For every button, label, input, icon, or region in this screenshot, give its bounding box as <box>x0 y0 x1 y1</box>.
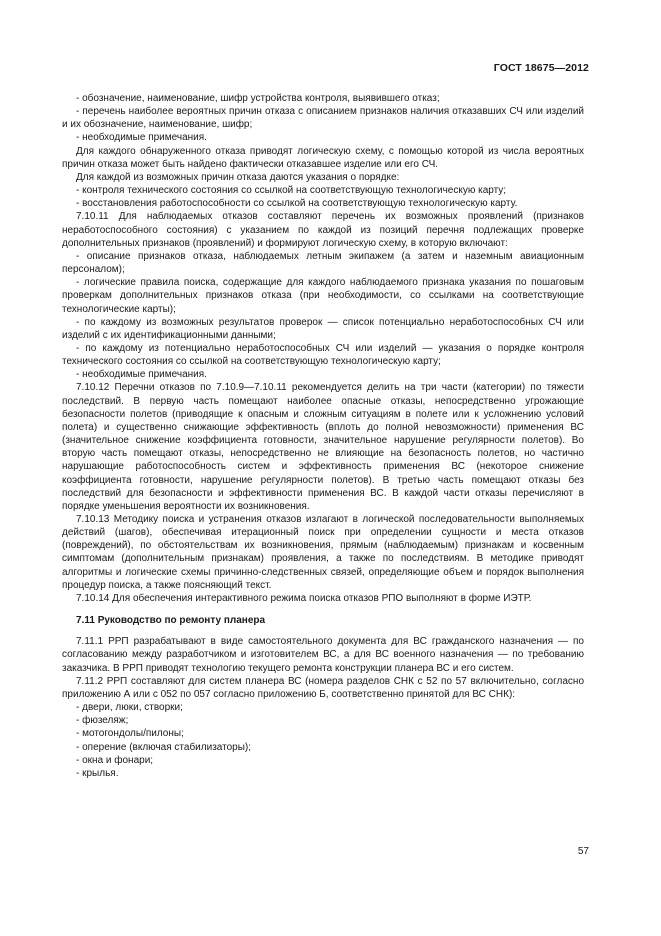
list-item: - окна и фонари; <box>76 754 154 766</box>
document-body <box>62 92 584 780</box>
section-heading: 7.11 Руководство по ремонту планера <box>76 615 266 627</box>
paragraph: - по каждому из потенциально неработоспособных СЧ или изделий — указания о порядке контроля технического состояния со ссылкой на соответствующую технологическую карту; <box>62 342 584 368</box>
paragraph: 7.10.11 Для наблюдаемых отказов составляют перечень их возможных проявлений (признаков неработоспособного состояния) с указанием по каждой из позиций перечня подлежащих проверке дополнительных признаков (проявлений) и формируют логическую схему, в которую включают: <box>62 211 584 249</box>
paragraph: - контроля технического состояния со ссылкой на соответствующую технологическую карту; <box>76 185 507 197</box>
paragraph: Для каждой из возможных причин отказа даются указания о порядке: <box>76 171 400 183</box>
paragraph: 7.11.1 РРП разрабатывают в виде самостоятельного документа для ВС гражданского назначения — по согласованию между разработчиком и изготовителем ВС, а для ВС военного назначения — по требованию заказчика. В РРП приводят технологию текущего ремонта конструкции планера ВС и его систем. <box>62 636 584 674</box>
paragraph: Для каждого обнаруженного отказа приводят логическую схему, с помощью которой из числа вероятных причин отказа может быть найдено фактически отказавшее изделие или его СЧ. <box>62 145 584 170</box>
paragraph: - восстановления работоспособности со ссылкой на соответствующую технологическую карту. <box>76 198 518 210</box>
paragraph: - необходимые примечания. <box>76 369 207 381</box>
paragraph: - обозначение, наименование, шифр устройства контроля, выявившего отказ; <box>76 93 440 104</box>
paragraph: - перечень наиболее вероятных причин отказа с описанием признаков наличия отказавших СЧ или изделий и их обозначение, наименование, шифр; <box>62 106 584 131</box>
paragraph: 7.10.12 Перечни отказов по 7.10.9—7.10.11 рекомендуется делить на три части (категории) по тяжести последствий. В первую часть помещают наиболее опасные отказы, непосредственно угрожающие безопасности полетов (приводящие к опасным и сложным ситуациям в полете или к усложнению условий полета) и существенно снижающие эффективность (вплоть до полной невозможности) применения ВС (значительное снижение коэффициента готовности, значительное нарушение регулярности полетов). Во вторую часть помещают отказы, непосредственно не влияющие на безопасность полетов, но частично нарушающие работоспособность систем и эффективность применения ВС (некоторое снижение коэффициента готовности, нарушение регулярности полетов). В третью часть помещают отказы без последствий для безопасности и эффективности применения ВС. В каждой части отказы перечисляют в порядке уменьшения вероятности их возникновения. <box>62 382 584 512</box>
paragraph: - описание признаков отказа, наблюдаемых летным экипажем (а затем и наземным авиационным персоналом); <box>62 250 584 276</box>
list-item: - оперение (включая стабилизаторы); <box>76 741 252 753</box>
list-item: - фюзеляж; <box>76 715 129 727</box>
page-number: 57 <box>577 846 589 857</box>
paragraph: 7.10.14 Для обеспечения интерактивного режима поиска отказов РПО выполняют в форме ИЭТР. <box>76 592 532 604</box>
paragraph: - необходимые примечания. <box>76 132 207 144</box>
paragraph: - по каждому из возможных результатов проверок — список потенциально неработоспособных СЧ или изделий с их идентификационными данными; <box>62 316 584 341</box>
standard-header: ГОСТ 18675—2012 <box>493 62 589 74</box>
list-item: - мотогондолы/пилоны; <box>76 728 184 740</box>
paragraph: 7.10.13 Методику поиска и устранения отказов излагают в логической последовательности выполняемых действий (шагов), обеспечивая итерационный поиск при определении сущности и места отказов (повреждений), по обстоятельствам их возникновения, прямым (наблюдаемым) признакам и косвенным симптомам (дополнительным признакам) проявления, а также по последствиям. В методике приводят алгоритмы и логические схемы причинно-следственных связей, определяющие объем и порядок выполнения процедур поиска, а также поясняющий текст. <box>62 514 584 591</box>
list-item: - крылья. <box>76 767 119 779</box>
paragraph: 7.11.2 РРП составляют для систем планера ВС (номера разделов СНК с 52 по 57 включительно, согласно приложению А или с 052 по 057 согласно приложению Б, соответственно принятой для ВС СНК): <box>62 675 584 700</box>
paragraph: - логические правила поиска, содержащие для каждого наблюдаемого признака указания по пошаговым проверкам дополнительных признаков отказа (при необходимости, со ссылками на соответствующие технологические карты); <box>62 277 584 315</box>
list-item: - двери, люки, створки; <box>76 702 183 714</box>
